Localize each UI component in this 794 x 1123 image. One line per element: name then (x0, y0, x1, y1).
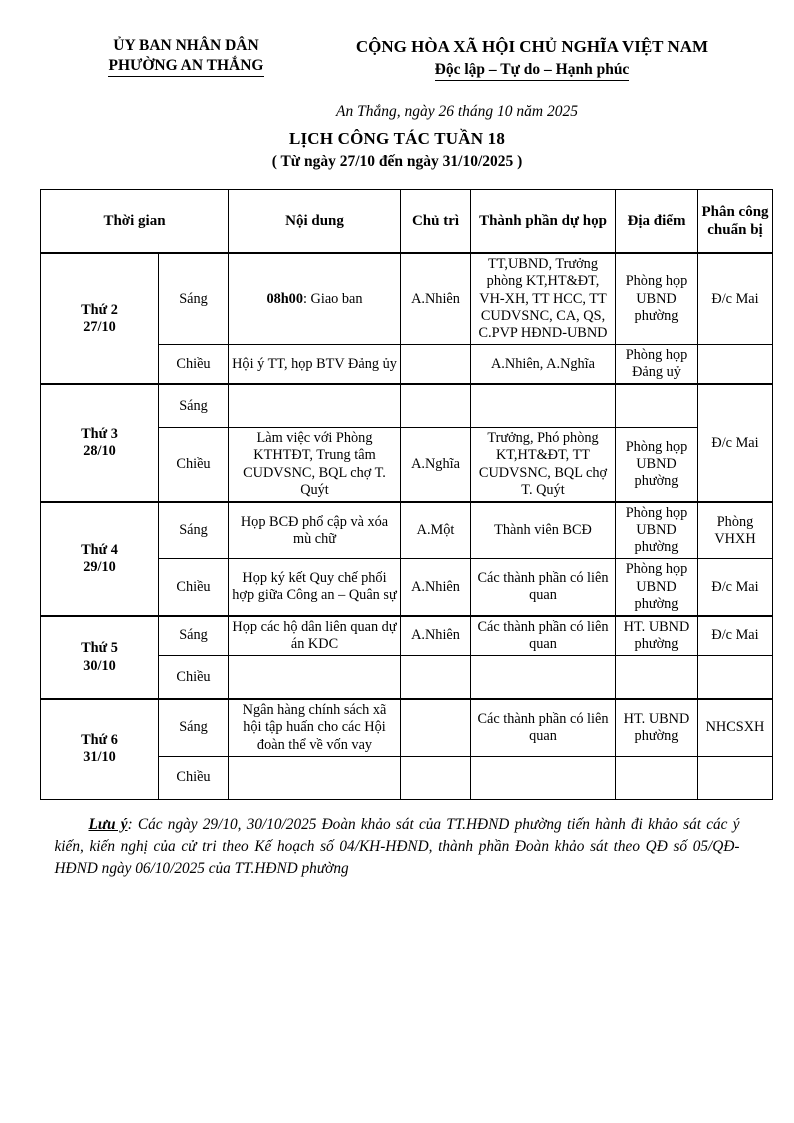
session-label: Sáng (159, 699, 229, 756)
place-cell: HT. UBND phường (616, 699, 698, 756)
chair-cell: A.Nhiên (401, 616, 471, 656)
attendees-cell: Các thành phần có liên quan (471, 559, 616, 616)
session-label: Chiều (159, 656, 229, 700)
note-label: Lưu ý (88, 815, 128, 833)
attendees-cell (471, 384, 616, 428)
content-text: : Giao ban (302, 290, 363, 307)
day-name: Thứ 6 (81, 732, 118, 749)
attendees-cell: TT,UBND, Trưởng phòng KT,HT&ĐT, VH-XH, TT HCC, TT CUDVSNC, CA, QS, C.PVP HĐND-UBND (471, 253, 616, 344)
content-cell (229, 253, 401, 344)
session-label: Sáng (159, 384, 229, 428)
day-date: 28/10 (83, 443, 116, 460)
attendees-cell: Trưởng, Phó phòng KT,HT&ĐT, TT CUDVSNC, BQL chợ T. Quýt (471, 428, 616, 502)
prep-cell: NHCSXH (698, 699, 773, 756)
session-label: Sáng (159, 502, 229, 559)
place-cell: Phòng họp Đảng uỷ (616, 345, 698, 385)
day-name: Thứ 5 (81, 640, 118, 657)
day-date: 27/10 (83, 318, 116, 335)
attendees-cell: Thành viên BCĐ (471, 502, 616, 559)
column-header-prep-line1: Phân công (701, 204, 769, 221)
place-cell: Phòng họp UBND phường (616, 502, 698, 559)
content-cell: Họp các hộ dân liên quan dự án KDC (229, 616, 401, 656)
place-cell: Phòng họp UBND phường (616, 559, 698, 616)
content-cell: Hội ý TT, họp BTV Đảng ủy (229, 345, 401, 385)
content-cell: Ngân hàng chính sách xã hội tập huấn cho các Hội đoàn thể về vốn vay (229, 699, 401, 756)
day-date: 31/10 (83, 749, 116, 766)
column-header-prep (698, 190, 773, 254)
national-heading (310, 36, 754, 81)
chair-cell: A.Nhiên (401, 253, 471, 344)
day-name: Thứ 3 (81, 425, 118, 442)
column-header-chair: Chủ trì (401, 190, 471, 254)
national-motto: Độc lập – Tự do – Hạnh phúc (435, 60, 630, 81)
attendees-cell: Các thành phần có liên quan (471, 699, 616, 756)
document-title: LỊCH CÔNG TÁC TUẦN 18 (288, 129, 506, 149)
place-and-date: An Thắng, ngày 26 tháng 10 năm 2025 (336, 103, 578, 121)
place-cell (616, 384, 698, 428)
attendees-cell (471, 756, 616, 799)
chair-cell: A.Nhiên (401, 559, 471, 616)
chair-cell (401, 384, 471, 428)
prep-cell (698, 345, 773, 385)
content-cell (229, 656, 401, 700)
document-header (40, 36, 754, 81)
chair-cell (401, 345, 471, 385)
table-header-row (41, 190, 773, 254)
content-cell: Họp ký kết Quy chế phối hợp giữa Công an – Quân sự (229, 559, 401, 616)
day-name: Thứ 2 (81, 301, 118, 318)
prep-cell: Phòng VHXH (698, 502, 773, 559)
prep-cell: Đ/c Mai (698, 253, 773, 344)
column-header-prep-line2: chuẩn bị (707, 222, 763, 239)
document-subtitle: ( Từ ngày 27/10 đến ngày 31/10/2025 ) (271, 153, 523, 171)
table-row (41, 699, 773, 756)
chair-cell (401, 756, 471, 799)
day-label (41, 253, 159, 384)
column-header-attendees: Thành phần dự họp (471, 190, 616, 254)
session-label: Chiều (159, 428, 229, 502)
content-cell: Họp BCĐ phổ cập và xóa mù chữ (229, 502, 401, 559)
place-cell (616, 656, 698, 700)
prep-cell: Đ/c Mai (698, 559, 773, 616)
place-cell: Phòng họp UBND phường (616, 253, 698, 344)
place-cell (616, 756, 698, 799)
column-header-place: Địa điểm (616, 190, 698, 254)
day-name: Thứ 4 (81, 541, 118, 558)
day-label (41, 502, 159, 616)
prep-cell (698, 756, 773, 799)
place-cell: HT. UBND phường (616, 616, 698, 656)
day-date: 29/10 (83, 558, 116, 575)
issuing-authority (62, 36, 310, 77)
national-name: CỘNG HÒA XÃ HỘI CHỦ NGHĨA VIỆT NAM (355, 37, 709, 56)
session-label: Chiều (159, 756, 229, 799)
session-label: Sáng (159, 616, 229, 656)
place-cell: Phòng họp UBND phường (616, 428, 698, 502)
prep-cell: Đ/c Mai (698, 384, 773, 502)
session-label: Chiều (159, 559, 229, 616)
content-cell (229, 756, 401, 799)
table-row (41, 253, 773, 344)
table-row (41, 502, 773, 559)
attendees-cell (471, 656, 616, 700)
content-cell (229, 384, 401, 428)
table-row (41, 616, 773, 656)
footer-note (55, 814, 740, 881)
chair-cell: A.Một (401, 502, 471, 559)
chair-cell (401, 656, 471, 700)
session-label: Chiều (159, 345, 229, 385)
prep-cell: Đ/c Mai (698, 616, 773, 656)
authority-line-1: ỦY BAN NHÂN DÂN (113, 37, 259, 54)
day-label (41, 699, 159, 799)
session-label: Sáng (159, 253, 229, 344)
content-cell: Làm việc với Phòng KTHTĐT, Trung tâm CUDVSNC, BQL chợ T. Quýt (229, 428, 401, 502)
chair-cell (401, 699, 471, 756)
column-header-time: Thời gian (41, 190, 229, 254)
column-header-content: Nội dung (229, 190, 401, 254)
attendees-cell: Các thành phần có liên quan (471, 616, 616, 656)
chair-cell: A.Nghĩa (401, 428, 471, 502)
day-label (41, 384, 159, 502)
authority-line-2: PHƯỜNG AN THẮNG (108, 56, 263, 77)
day-label (41, 616, 159, 699)
note-text: : Các ngày 29/10, 30/10/2025 Đoàn khảo sát của TT.HĐND phường tiến hành đi khảo sát các ý kiến, kiến nghị của cử tri theo Kế hoạch số 04/KH-HĐND, thành phần Đoàn khảo sát theo QĐ số 05/QĐ-HĐND ngày 06/10/2025 của TT.HĐND phường (54, 815, 740, 878)
prep-cell (698, 656, 773, 700)
day-date: 30/10 (83, 657, 116, 674)
weekly-schedule-table (40, 189, 773, 799)
table-row (41, 384, 773, 428)
content-time: 08h00 (266, 290, 303, 307)
attendees-cell: A.Nhiên, A.Nghĩa (471, 345, 616, 385)
